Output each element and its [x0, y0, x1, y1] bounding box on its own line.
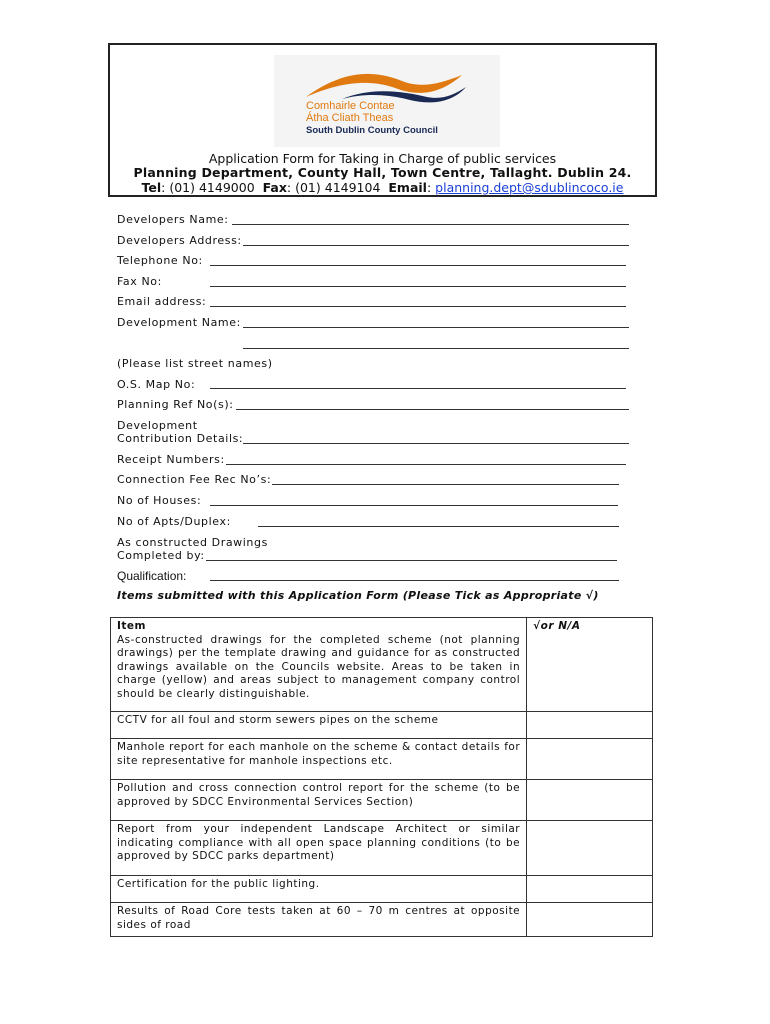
development-name-line[interactable]	[243, 327, 629, 328]
form-title: Application Form for Taking in Charge of public services	[208, 151, 557, 166]
department-address: Planning Department, County Hall, Town Centre, Tallaght. Dublin 24.	[133, 165, 632, 180]
fax-line[interactable]	[210, 286, 626, 287]
item-description: CCTV for all foul and storm sewers pipes on the scheme	[111, 712, 527, 739]
fax-label-field: Fax No:	[117, 275, 162, 288]
table-row	[111, 821, 653, 876]
apts-label: No of Apts/Duplex:	[117, 515, 231, 528]
telephone-line[interactable]	[210, 265, 626, 266]
items-table	[110, 617, 653, 937]
tick-column-header: √or N/A	[527, 618, 653, 712]
planning-ref-label: Planning Ref No(s):	[117, 398, 234, 411]
email-label: Email	[388, 180, 427, 195]
item-description: Manhole report for each manhole on the scheme & contact details for site representative for manhole inspections etc.	[111, 739, 527, 780]
drawings-label-1: As constructed Drawings	[117, 536, 268, 549]
item-description: Report from your independent Landscape Architect or similar indicating compliance with all open space planning conditions (to be approved by SDCC parks department)	[111, 821, 527, 876]
receipt-numbers-line[interactable]	[226, 464, 626, 465]
houses-line[interactable]	[210, 505, 618, 506]
email-colon: :	[426, 180, 432, 195]
email-address-label: Email address:	[117, 295, 207, 308]
table-header-row	[111, 618, 653, 634]
qualification-label: Qualification:	[117, 569, 187, 583]
table-row	[111, 903, 653, 937]
tick-cell[interactable]	[527, 780, 653, 821]
item-description: Certification for the public lighting.	[111, 876, 527, 903]
item-description: Pollution and cross connection control report for the scheme (to be approved by SDCC Environmental Services Section)	[111, 780, 527, 821]
tick-cell[interactable]	[527, 876, 653, 903]
logo-text-english: South Dublin County Council	[306, 125, 438, 136]
contact-line	[110, 180, 655, 195]
receipt-numbers-label: Receipt Numbers:	[117, 453, 225, 466]
development-name-label: Development Name:	[117, 316, 241, 329]
item-column-header: Item	[111, 618, 527, 634]
drawings-label-2: Completed by:	[117, 549, 205, 562]
email-link[interactable]: planning.dept@sdublincoco.ie	[435, 180, 624, 195]
items-heading: Items submitted with this Application Form (Please Tick as Appropriate √)	[117, 589, 599, 602]
street-names-note: (Please list street names)	[117, 357, 273, 370]
development-name-line-2[interactable]	[243, 348, 629, 349]
fax-label: Fax	[262, 180, 287, 195]
table-row	[111, 876, 653, 903]
apts-line[interactable]	[258, 526, 619, 527]
fax-value: : (01) 4149104	[286, 180, 381, 195]
os-map-label: O.S. Map No:	[117, 378, 196, 391]
council-swoosh-icon	[302, 67, 472, 103]
planning-ref-line[interactable]	[236, 409, 629, 410]
drawings-line[interactable]	[206, 560, 617, 561]
item-description: As-constructed drawings for the completed scheme (not planning drawings) per the template drawing and guidance for as constructed drawings available on the Councils website. Areas to be taken in charge (yellow) and areas subject to management company control should be clearly distinguishable.	[111, 634, 527, 712]
developers-address-line[interactable]	[243, 245, 629, 246]
dev-contribution-label-1: Development	[117, 419, 198, 432]
tick-cell[interactable]	[527, 739, 653, 780]
tel-value: : (01) 4149000	[161, 180, 255, 195]
table-row	[111, 780, 653, 821]
houses-label: No of Houses:	[117, 494, 202, 507]
tick-cell[interactable]	[527, 712, 653, 739]
dev-contribution-line[interactable]	[243, 443, 629, 444]
tick-cell[interactable]	[527, 903, 653, 937]
connection-fee-label: Connection Fee Rec No’s:	[117, 473, 272, 486]
logo-text-irish-1: Comhairle Contae	[306, 100, 395, 112]
logo-text-irish-2: Átha Cliath Theas	[306, 112, 394, 124]
council-logo	[274, 55, 500, 147]
os-map-line[interactable]	[210, 388, 626, 389]
tick-cell[interactable]	[527, 821, 653, 876]
connection-fee-line[interactable]	[272, 484, 619, 485]
email-address-line[interactable]	[210, 306, 626, 307]
tel-label: Tel	[141, 180, 162, 195]
table-row	[111, 712, 653, 739]
developers-name-label: Developers Name:	[117, 213, 229, 226]
table-row	[111, 739, 653, 780]
developers-name-line[interactable]	[232, 224, 629, 225]
telephone-label: Telephone No:	[117, 254, 203, 267]
form-header	[108, 43, 657, 197]
dev-contribution-label-2: Contribution Details:	[117, 432, 244, 445]
item-description: Results of Road Core tests taken at 60 – 70 m centres at opposite sides of road	[111, 903, 527, 937]
developers-address-label: Developers Address:	[117, 234, 242, 247]
qualification-line[interactable]	[210, 580, 619, 581]
